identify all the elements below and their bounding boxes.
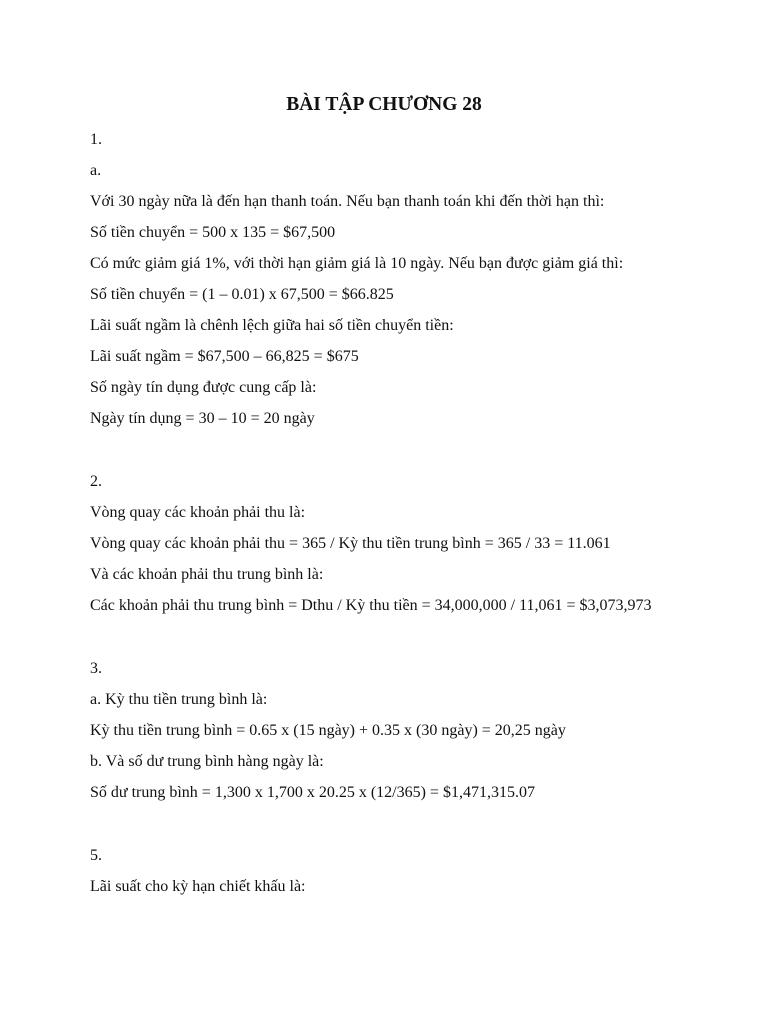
text-line: Với 30 ngày nữa là đến hạn thanh toán. Nếu bạn thanh toán khi đến thời hạn thì: (90, 193, 605, 210)
document-title: BÀI TẬP CHƯƠNG 28 (286, 94, 482, 115)
text-line: Số tiền chuyển = 500 x 135 = $67,500 (90, 224, 336, 241)
text-line: 3. (90, 660, 102, 677)
text-line: a. Kỳ thu tiền trung bình là: (90, 691, 268, 708)
text-line: 2. (90, 473, 102, 490)
text-line: Ngày tín dụng = 30 – 10 = 20 ngày (90, 410, 315, 427)
text-line: Các khoản phải thu trung bình = Dthu / Kỳ thu tiền = 34,000,000 / 11,061 = $3,073,973 (90, 597, 652, 614)
text-line: Vòng quay các khoản phải thu = 365 / Kỳ thu tiền trung bình = 365 / 33 = 11.061 (90, 535, 611, 552)
text-line: 5. (90, 847, 102, 864)
text-line: Có mức giảm giá 1%, với thời hạn giảm giá là 10 ngày. Nếu bạn được giảm giá thì: (90, 255, 624, 272)
text-line: Vòng quay các khoản phải thu là: (90, 504, 306, 521)
text-line: 1. (90, 131, 102, 148)
text-line: b. Và số dư trung bình hàng ngày là: (90, 753, 324, 770)
text-line: Lãi suất ngầm là chênh lệch giữa hai số tiền chuyển tiền: (90, 317, 454, 334)
text-line: Lãi suất ngầm = $67,500 – 66,825 = $675 (90, 348, 359, 365)
text-line: Số tiền chuyển = (1 – 0.01) x 67,500 = $66.825 (90, 286, 394, 303)
text-line: a. (90, 162, 102, 179)
text-line: Kỳ thu tiền trung bình = 0.65 x (15 ngày) + 0.35 x (30 ngày) = 20,25 ngày (90, 722, 566, 739)
text-line: Số ngày tín dụng được cung cấp là: (90, 379, 317, 396)
text-line: Lãi suất cho kỳ hạn chiết khấu là: (90, 878, 306, 895)
text-line: Và các khoản phải thu trung bình là: (90, 566, 324, 583)
text-line: Số dư trung bình = 1,300 x 1,700 x 20.25 x (12/365) = $1,471,315.07 (90, 784, 535, 801)
